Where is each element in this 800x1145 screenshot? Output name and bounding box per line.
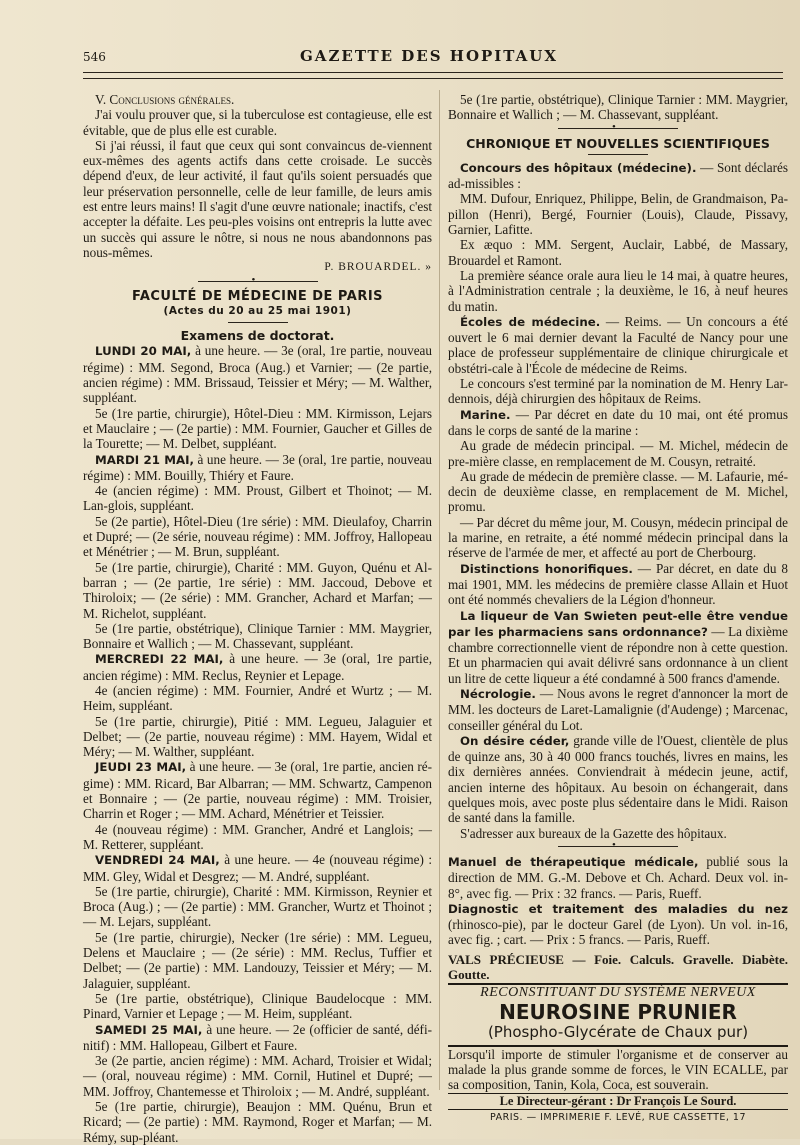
ad-vin-ecalle: Lorsqu'il importe de stimuler l'organisme et de conserver au malade la plus grande somme de forces, le VIN ECALLE, par sa composition, Tanin, Kola, Coca, est souverain. [448, 1046, 788, 1093]
ad-tagline: RECONSTITUANT DU SYSTÈME NERVEUX [480, 985, 756, 1001]
exam-entry: 5e (1re partie, obstétrique), Clinique Baudelocque : MM. Pinard, Varnier et Lepage ; — M. Heim, suppléant. [83, 990, 432, 1022]
news-text: — Par décret en date du 10 mai, ont été promus dans le corps de santé de la marine : [448, 406, 788, 438]
conclusion-para-2: Si j'ai réussi, il faut que ceux qui sont convaincus de-viennent eux-mêmes des agents actifs dans cette croisade. Le succès dépend d'eux, de leur activité, il faut qu'ils soient persuadés que leur préservation personnelle, celle de leur famille, de leurs amis est entre leurs mains! Il s'agit d'une œuvre nationale; inactifs, c'est accepter la défaite. Les peu-ples voisins ont entrepris la lutte avec un succès qui assure le nôtre, si nous ne nous abandonnons pas nous-mêmes. [83, 137, 432, 260]
news-keyword: Écoles de médecine. [460, 314, 601, 329]
exam-entry: 5e (1re partie, chirurgie), Charité : MM. Guyon, Quénu et Al-barran ; — (2e partie, 1re série) : MM. Jaccoud, Debove et Thiroloix; — (2e série) : MM. Grancher, Achard et Marfan; — M. Richelot, suppléant. [83, 559, 432, 621]
exam-text: à une heure. — 3e (oral, 1re partie, nouveau régime) : MM. Bouilly, Thiéry et Faure. [83, 451, 432, 483]
news-item-concours [448, 160, 788, 192]
exam-day: JEUDI 23 MAI, [95, 760, 187, 775]
exam-entry: 5e (1re partie, obstétrique), Clinique Tarnier : MM. Maygrier, Bonnaire et Wallich ; — M. Chassevant, suppléant. [83, 620, 432, 652]
exam-text: à une heure. — 2e (officier de santé, défi-nitif) : MM. Hallopeau, Gilbert et Faure. [83, 1021, 432, 1053]
exam-entry [83, 852, 432, 884]
exams-title: Examens de doctorat. [180, 328, 335, 344]
page-number: 546 [83, 50, 106, 64]
exam-entry: 5e (1re partie, chirurgie), Beaujon : MM. Quénu, Brun et Ricard; — (2e partie) : MM. Raymond, Roger et Marfan; — M. Rémy, sup-pléant. [83, 1099, 432, 1145]
book-details: publié sous la direction de MM. G.-M. Debove et Ch. Achard. Deux vol. in-8°, avec fig. — Prix : 32 francs. — Paris, Rueff. [448, 853, 788, 901]
printer-imprint: PARIS. — IMPRIMERIE F. LEVÉ, RUE CASSETTE, 17 [489, 1111, 747, 1123]
ornament-divider [558, 846, 678, 849]
header-rule-top [83, 72, 783, 73]
signature: P. BROUARDEL. » [324, 261, 432, 274]
news-keyword: La liqueur de Van Swieten peut-elle être vendue par les pharmaciens sans ordonnance? [448, 608, 788, 639]
exam-entry: 5e (2e partie), Hôtel-Dieu (1re série) : MM. Dieulafoy, Charrin et Dupré; — (2e série, nouveau régime) : MM. Joffroy, Hallopeau et Ménétrier ; — M. Brun, suppléant. [83, 513, 432, 560]
ad-product-sub: (Phospho-Glycérate de Chaux pur) [448, 1023, 788, 1047]
news-text: — Par décret du même jour, M. Cousyn, médecin principal de la marine, en retraite, a été nommé médecin principal dans la réserve de l'armée de mer, et affecté au port de Cherbourg. [448, 514, 788, 561]
ad-product-name: NEUROSINE PRUNIER [499, 999, 737, 1024]
exam-entry [83, 651, 432, 683]
exam-text: à une heure. — 3e (oral, 1re partie, ancien régime) : MM. Reclus, Reynier et Lepage. [83, 651, 432, 683]
exam-entry: 5e (1re partie, chirurgie), Necker (1re série) : MM. Legueu, Delens et Mauclaire ; — (2e série) : MM. Reclus, Tuffier et Delbet; — (2e partie) : MM. Landouzy, Teissier et Méry; — M. Jalaguier, suppléant. [83, 929, 432, 991]
exam-entry: 4e (ancien régime) : MM. Proust, Gilbert et Thoinot; — M. Lan-glois, suppléant. [83, 483, 432, 514]
news-text: Au grade de médecin de première classe. — M. Lafaurie, mé-decin de deuxième classe, en remplacement de M. Michel, promu. [448, 468, 788, 515]
exam-entry: 5e (1re partie, chirurgie), Charité : MM. Kirmisson, Reynier et Broca (Aug.) ; — (2e partie) : MM. Grancher, Wurtz et Thoinot ; — M. Lejars, suppléant. [83, 883, 432, 930]
news-text: — Sont déclarés ad-missibles : [448, 159, 788, 192]
right-column [448, 92, 788, 1125]
exam-text: à une heure. — 3e (oral, 1re partie, nouveau régime) : MM. Segond, Broca (Aug.) et Varnier; — (2e partie, ancien régime) : MM. Brissaud, Teissier et Méry; — M. Walther, suppléant. [83, 343, 432, 406]
news-text: La première séance orale aura lieu le 14 mai, à quatre heures, à l'Administration centrale ; la deuxième, le 16, à neuf heures du matin. [448, 267, 788, 314]
news-item-marine [448, 407, 788, 439]
news-text: — Nous avons le regret d'annoncer la mort de MM. les docteurs de Laret-Lamalignie (d'Audenge) ; Marcenac, conseiller général du Lot. [448, 685, 788, 733]
news-text: grande ville de l'Ouest, clientèle de plus de quinze ans, 30 à 40 000 francs touchés, livres en mains, les dix dernières années. Conviendrait à médecin jeune, actif, ancien interne des hôpitaux. Au besoin on échangerait, dans quelques mois, avec poste plus sédentaire dans le Midi. Raison de santé dans la famille. [448, 732, 788, 826]
column-divider [439, 90, 440, 1090]
news-keyword: Marine. [460, 407, 511, 422]
news-keyword: Concours des hôpitaux (médecine). [460, 160, 697, 175]
advertisement [448, 952, 788, 1093]
exam-entry: 4e (nouveau régime) : MM. Grancher, André et Langlois; — M. Retterer, suppléant. [83, 821, 432, 852]
exam-day: MARDI 21 MAI, [95, 452, 194, 467]
book-title: Manuel de thérapeutique médicale, [448, 854, 699, 869]
book-notice-manuel [448, 854, 788, 901]
directeur-gerant: Le Directeur-gérant : Dr François Le Sourd. [448, 1093, 788, 1110]
exam-text: à une heure. — 4e (nouveau régime) : MM. Gley, Widal et Desgrez; — M. André, suppléant. [83, 852, 432, 884]
exam-day: LUNDI 20 MAI, [95, 344, 192, 359]
chronique-title: CHRONIQUE ET NOUVELLES SCIENTIFIQUES [466, 135, 770, 151]
faculty-title: FACULTÉ DE MÉDECINE DE PARIS [131, 288, 384, 304]
exam-entry [83, 759, 432, 821]
news-text: Ex æquo : MM. Sergent, Auclair, Labbé, de Massary, Brouardel et Ramont. [448, 237, 788, 268]
news-item-necrologie [448, 686, 788, 733]
book-title: Diagnostic et traitement des maladies du nez [448, 901, 788, 916]
short-rule [228, 322, 288, 323]
conclusion-heading: V. Conclusions générales. [95, 92, 235, 107]
exam-entry: 5e (1re partie, obstétrique), Clinique Tarnier : MM. Maygrier, Bonnaire et Wallich ; — M. Chassevant, suppléant. [448, 92, 788, 123]
exam-text: à une heure. — 3e (oral, 1re partie, ancien ré-gime) : MM. Ricard, Bar Albarran; — MM. Schwartz, Campenon et Bonnaire ; — (2e partie, nouveau régime) : MM. Troisier, Charrin et Roger ; — MM. Achard, Ménétrier et Teissier. [83, 759, 432, 822]
exam-entry [83, 343, 432, 405]
short-rule [588, 154, 648, 155]
exam-entry: 5e (1re partie, chirurgie), Hôtel-Dieu : MM. Kirmisson, Lejars et Mauclaire ; — (2e partie) : MM. Fournier, Gaucher et Gilles de la Tourette; — M. Delbet, suppléant. [83, 405, 432, 452]
exam-entry: 5e (1re partie, chirurgie), Pitié : MM. Legueu, Jalaguier et Delbet; — (2e partie, nouveau régime) : MM. Hayem, Widal et Méry; — M. Walther, suppléant. [83, 713, 432, 760]
ad-vals: VALS PRÉCIEUSE — Foie. Calculs. Gravelle. Diabète. Goutte. [448, 952, 788, 986]
news-text: — La dixième chambre correctionnelle vient de répondre non à cette question. Et un pharmacien qui avait délivré sans ordonnance à un client un litre de cette liqueur a été condamné à 500 francs d'amende. [448, 623, 788, 686]
news-item-liqueur [448, 608, 788, 686]
news-item-ecoles [448, 314, 788, 376]
exam-entry [83, 452, 432, 484]
exam-entry: 3e (2e partie, ancien régime) : MM. Achard, Troisier et Widal; — (oral, nouveau régime) : MM. Cornil, Hutinel et Dupré; — MM. Joffroy, Chantemesse et Thiroloix ; — M. André, suppléant. [83, 1053, 432, 1099]
news-text: — Par décret, en date du 8 mai 1901, MM. les médecins de première classe Allain et Huot ont été nommés chevaliers de la Légion d'honneur. [448, 560, 788, 608]
book-details: (rhinosco-pie), par le docteur Garel (de Lyon). Un vol. in-16, avec fig. ; cart. — Prix : 5 francs. — Paris, Rueff. [448, 917, 788, 948]
left-column [83, 92, 432, 1145]
book-notice-diagnostic [448, 901, 788, 948]
exam-entry: 4e (ancien régime) : MM. Fournier, André et Wurtz ; — M. Heim, suppléant. [83, 682, 432, 714]
faculty-subtitle: (Actes du 20 au 25 mai 1901) [163, 304, 352, 317]
ornament-divider [198, 281, 318, 284]
news-keyword: On désire céder, [460, 733, 570, 748]
ornament-divider [558, 128, 678, 131]
news-text: S'adresser aux bureaux de la Gazette des hôpitaux. [460, 825, 727, 841]
news-keyword: Nécrologie. [460, 686, 536, 701]
header-rule-bottom [83, 78, 783, 79]
news-text: — Reims. — Un concours a été ouvert le 6 mai dernier devant la Faculté de Nancy pour une place de professeur supplémentaire de clinique chirurgicale et obstétri-cale à l'École de médecine de Reims. [448, 313, 788, 376]
exam-day: SAMEDI 25 MAI, [95, 1022, 203, 1037]
news-item-ceder [448, 733, 788, 826]
exam-day: VENDREDI 24 MAI, [95, 853, 220, 868]
news-text: Au grade de médecin principal. — M. Michel, médecin de pre-mière classe, en remplacement de M. Cousyn, retraité. [448, 438, 788, 469]
news-item-distinctions [448, 561, 788, 608]
conclusion-para-1: J'ai voulu prouver que, si la tuberculose est contagieuse, elle est évitable, que de plus elle est curable. [83, 107, 432, 138]
exam-day: MERCREDI 22 MAI, [95, 652, 224, 667]
news-text: MM. Dufour, Enriquez, Philippe, Belin, de Grandmaison, Pa-pillon (Henri), Bergé, Fournier (Louis), Claude, Pissavy, Garnier, Lafitte. [448, 191, 788, 238]
running-title: GAZETTE DES HOPITAUX [300, 47, 559, 65]
news-text: Le concours s'est terminé par la nomination de M. Henry Lar-dennois, déjà chirurgien des hôpitaux de Reims. [448, 376, 788, 407]
exam-entry [83, 1022, 432, 1054]
news-keyword: Distinctions honorifiques. [460, 561, 633, 576]
